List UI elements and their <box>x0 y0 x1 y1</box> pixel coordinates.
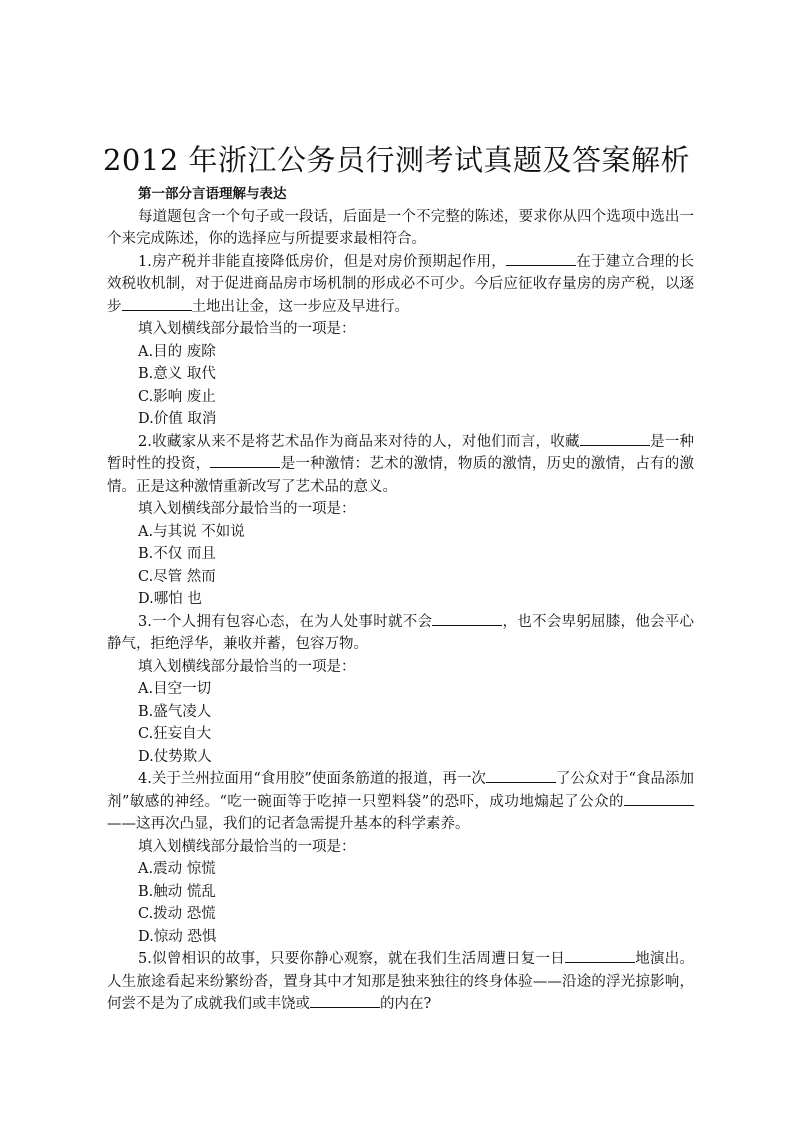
answer-blank <box>210 453 280 468</box>
answer-blank <box>310 993 380 1008</box>
question-text-segment: 是一种暂时性的投资， <box>107 433 694 472</box>
section-heading: 第一部分言语理解与表达 <box>138 186 287 202</box>
instructions-paragraph: 每道题包含一个句子或一段话，后面是一个不完整的陈述，要求你从四个选项中选出一个来完成陈述，你的选择应与所提要求最相符合。 <box>107 208 694 247</box>
option-d: D.哪怕 也 <box>138 591 202 607</box>
question-4-text <box>107 768 694 836</box>
option-b: B.不仅 而且 <box>138 546 216 562</box>
question-text-segment: 3.一个人拥有包容心态，在为人处事时就不会 <box>138 613 433 630</box>
question-text-segment: 4.关于兰州拉面用“食用胶”使面条筋道的报道，再一次 <box>138 771 486 787</box>
answer-blank <box>506 251 576 266</box>
question-text-segment: 2.收藏家从来不是将艺术品作为商品来对待的人，对他们而言，收藏 <box>138 433 580 450</box>
question-text-segment: 的内在? <box>380 996 432 1012</box>
question-text-segment: 1.房产税并非能直接降低房价，但是对房价预期起作用， <box>138 253 507 270</box>
option-c: C.尽管 然而 <box>138 568 216 585</box>
option-b: B.触动 慌乱 <box>138 883 216 900</box>
option-c: C.拨动 恐慌 <box>138 906 216 922</box>
document-title: 2012 年浙江公务员行测考试真题及答案解析 <box>102 143 691 177</box>
option-c: C.狂妄自大 <box>138 726 212 742</box>
option-b: B.意义 取代 <box>138 366 216 382</box>
option-b: B.盛气凌人 <box>138 703 212 720</box>
option-c: C.影响 废止 <box>138 388 216 405</box>
question-text-segment: 地演出。人生旅途看起来纷繁纷沓，置身其中才知那是独来独往的终身体验——沿途的浮光掠影响，何尝不是为了成就我们或丰饶或 <box>107 951 694 1012</box>
answer-blank <box>432 611 502 626</box>
question-5-text <box>107 948 694 1016</box>
question-text-segment: 5.似曾相识的故事，只要你静心观察，就在我们生活周遭日复一日 <box>138 951 565 967</box>
question-text-segment: ——这再次凸显，我们的记者急需提升基本的科学素养。 <box>107 816 470 832</box>
option-a: A.目空一切 <box>138 681 212 697</box>
question-1-text <box>107 251 694 319</box>
question-2-text <box>107 431 694 499</box>
option-d: D.价值 取消 <box>138 411 217 427</box>
answer-blank <box>624 791 694 806</box>
answer-blank <box>580 431 650 446</box>
question-text-segment: 土地出让金，这一步应及早进行。 <box>191 298 409 315</box>
option-d: D.仗势欺人 <box>138 748 212 765</box>
question-prompt: 填入划横线部分最恰当的一项是： <box>138 838 356 855</box>
answer-blank <box>565 948 635 963</box>
answer-blank <box>486 768 556 783</box>
option-d: D.惊动 恐惧 <box>138 928 217 945</box>
question-prompt: 填入划横线部分最恰当的一项是： <box>138 321 356 337</box>
question-text-segment: ，也不会卑躬屈膝，他会平心静气，拒绝浮华，兼收并蓄，包容万物。 <box>107 613 694 652</box>
option-a: A.目的 废除 <box>138 343 216 360</box>
question-3-text <box>107 611 694 656</box>
question-prompt: 填入划横线部分最恰当的一项是： <box>138 501 356 517</box>
option-a: A.震动 惊慌 <box>138 861 216 877</box>
question-text-segment: 了公众对于“食品添加剂”敏感的神经。“吃一碗面等于吃掉一只塑料袋”的恐吓，成功地煽起了公众的 <box>107 771 694 810</box>
answer-blank <box>122 296 192 311</box>
question-text-segment: 在于建立合理的长效税收机制，对于促进商品房市场机制的形成必不可少。今后应征收存量房的房产税，以逐步 <box>107 253 694 315</box>
question-prompt: 填入划横线部分最恰当的一项是： <box>138 658 356 675</box>
document-body <box>107 183 694 1016</box>
question-text-segment: 是一种激情：艺术的激情，物质的激情，历史的激情，占有的激情。正是这种激情重新改写了艺术品的意义。 <box>107 456 695 495</box>
option-a: A.与其说 不如说 <box>138 523 245 540</box>
